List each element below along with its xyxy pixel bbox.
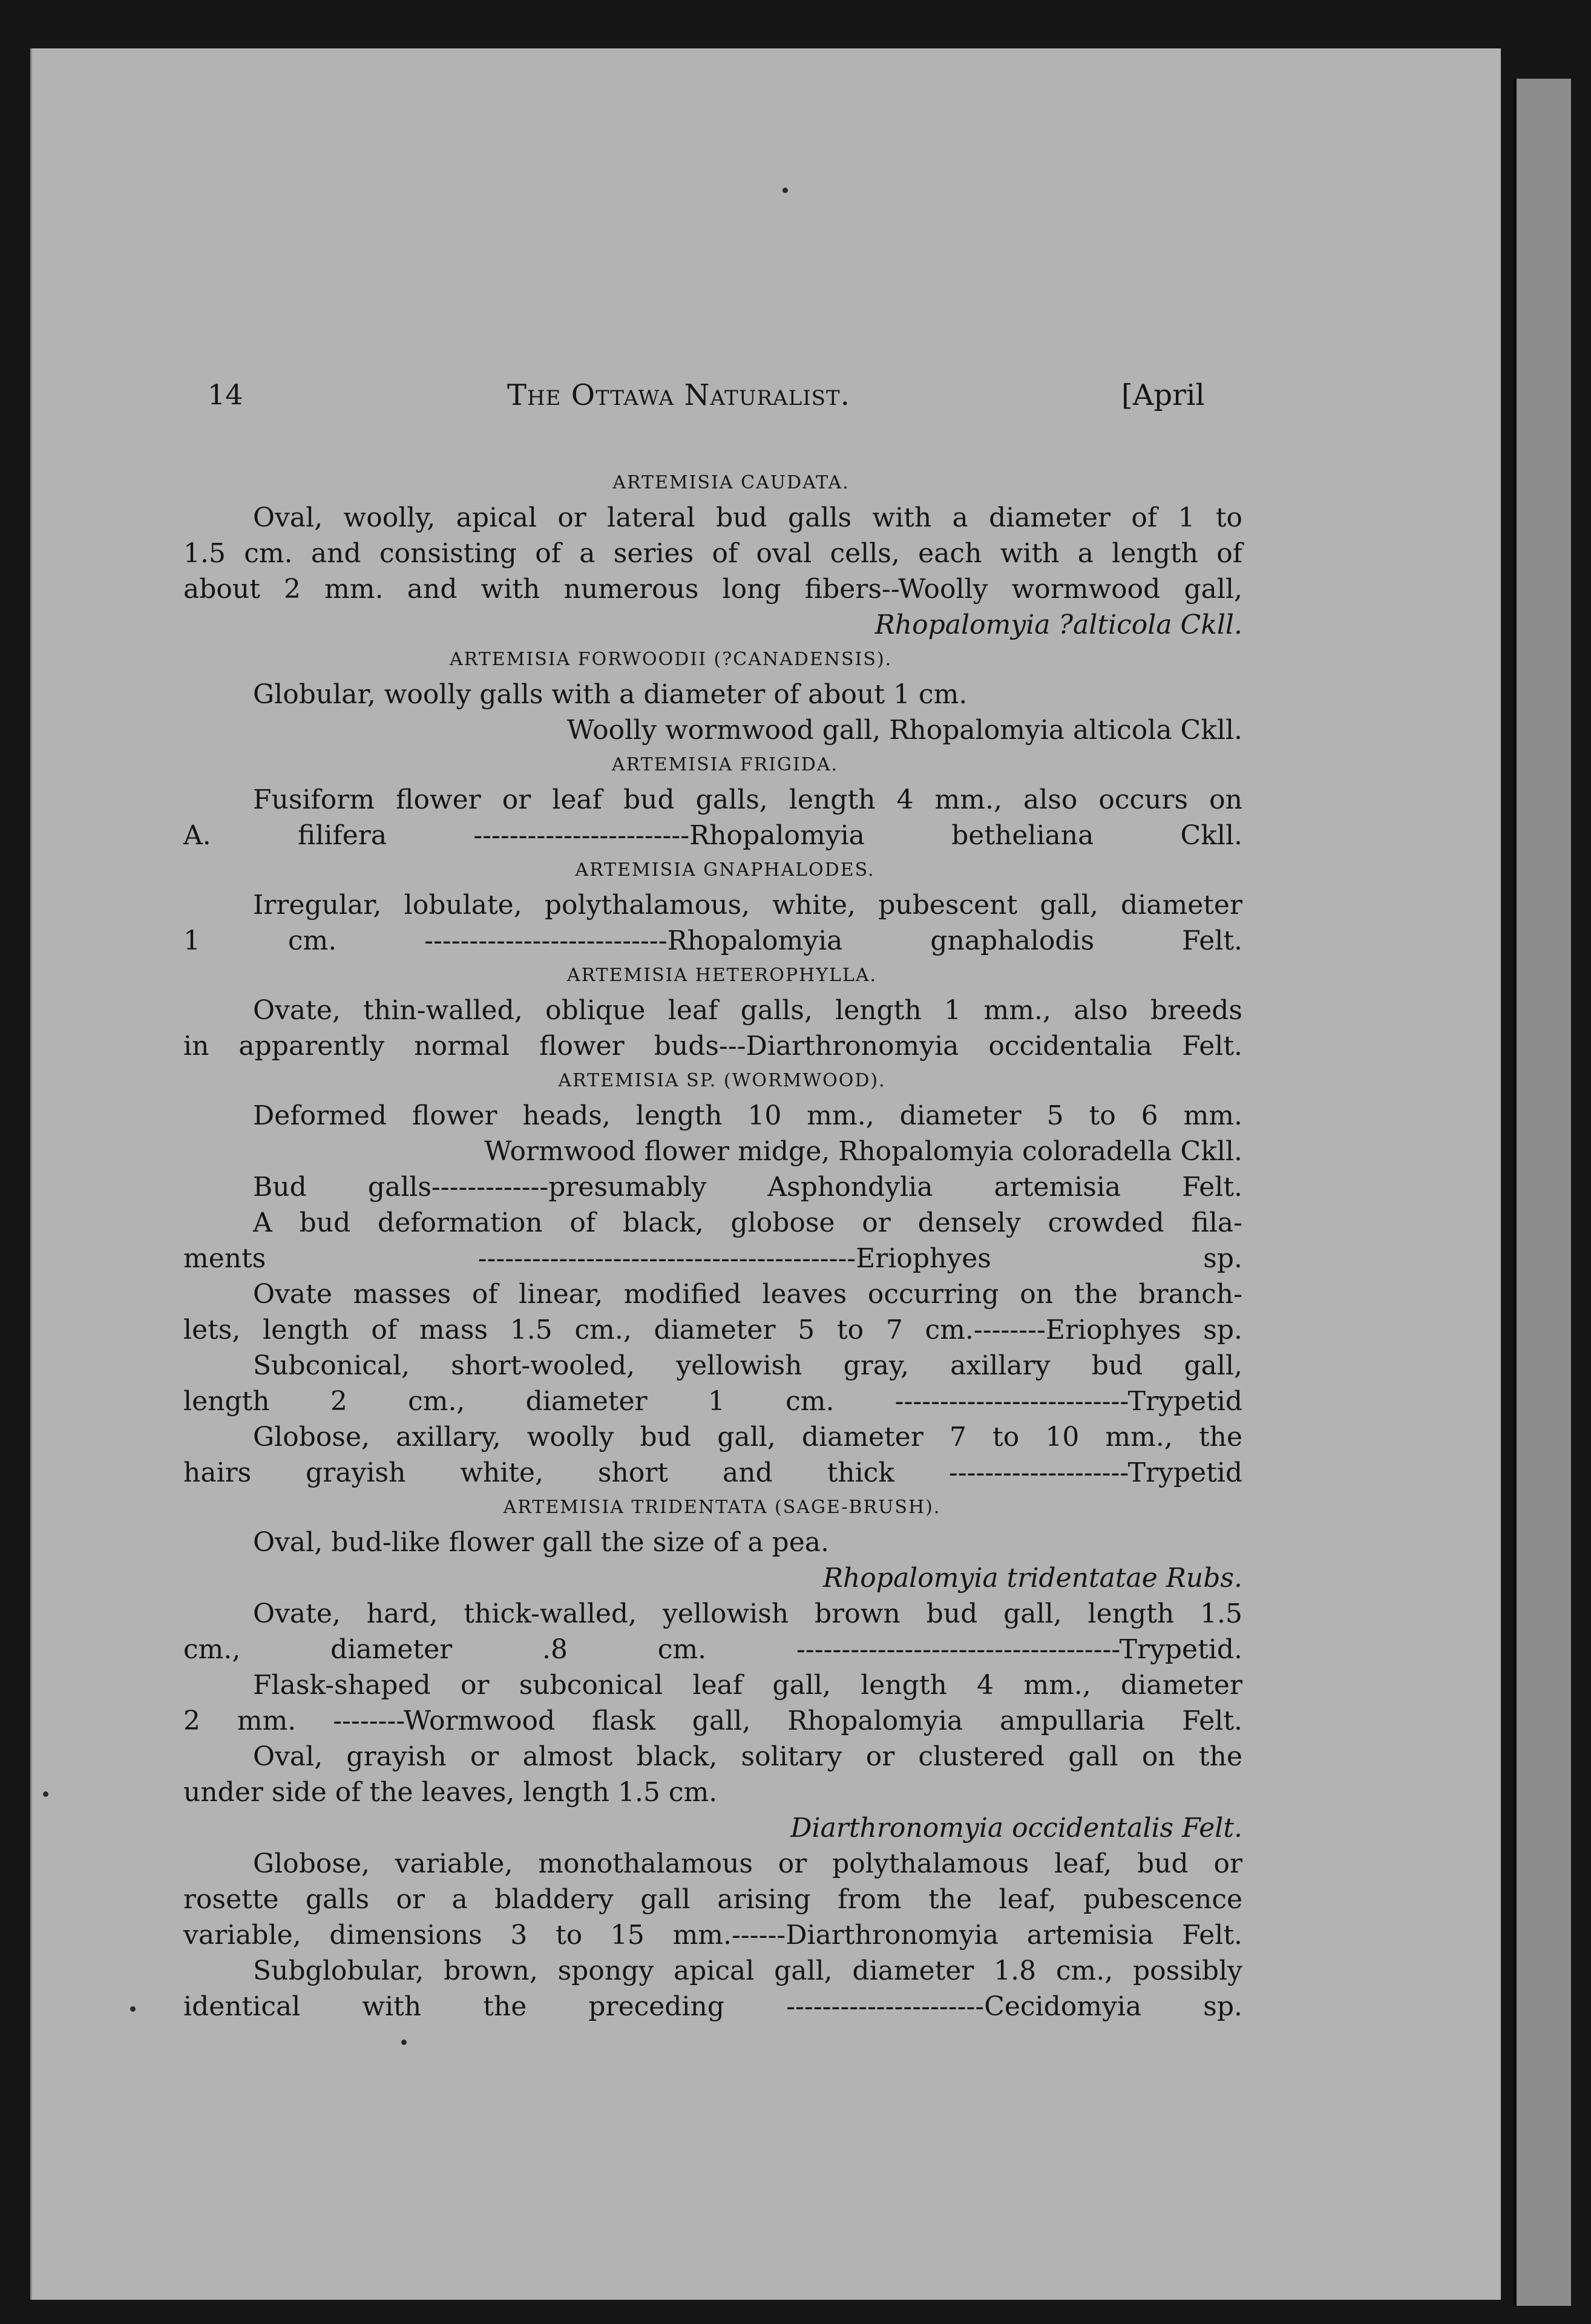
text-line: Deformed flower heads, length 10 mm., diameter 5 to 6 mm.: [253, 1100, 1242, 1131]
text-line: Woolly wormwood gall, Rhopalomyia alticola Ckll.: [566, 715, 1242, 746]
section-heading: ARTEMISIA FORWOODII (?CANADENSIS).: [450, 649, 893, 670]
text-line: Globose, variable, monothalamous or polythalamous leaf, bud or: [253, 1848, 1242, 1879]
text-line: lets, length of mass 1.5 cm., diameter 5 to 7 cm.--------Eriophyes sp.: [183, 1315, 1242, 1345]
text-line: Bud galls-------------presumably Asphondylia artemisia Felt.: [253, 1172, 1242, 1203]
text-line: Rhopalomyia tridentatae Rubs.: [822, 1563, 1242, 1594]
text-line: identical with the preceding ----------------------Cecidomyia sp.: [183, 1991, 1242, 2022]
text-line: Globose, axillary, woolly bud gall, diameter 7 to 10 mm., the: [253, 1422, 1242, 1452]
text-line: 1.5 cm. and consisting of a series of oval cells, each with a length of: [183, 538, 1242, 569]
scan-speck: [43, 1791, 48, 1797]
text-line: in apparently normal flower buds---Diarthronomyia occidentalia Felt.: [183, 1031, 1242, 1062]
adjacent-page-edge: [1513, 79, 1571, 2306]
text-line: Ovate masses of linear, modified leaves occurring on the branch-: [253, 1279, 1242, 1310]
book-page: [30, 48, 1501, 2300]
text-line: 2 mm. --------Wormwood flask gall, Rhopalomyia ampullaria Felt.: [183, 1705, 1242, 1736]
text-line: Ovate, hard, thick-walled, yellowish brown bud gall, length 1.5: [253, 1598, 1242, 1629]
text-line: ments ------------------------------------------Eriophyes sp.: [183, 1243, 1242, 1274]
running-title: The Ottawa Naturalist.: [507, 378, 850, 412]
text-line: hairs grayish white, short and thick --------------------Trypetid: [183, 1457, 1242, 1488]
text-line: rosette galls or a bladdery gall arising from the leaf, pubescence: [183, 1884, 1242, 1915]
text-line: under side of the leaves, length 1.5 cm.: [183, 1777, 718, 1808]
text-line: Globular, woolly galls with a diameter of about 1 cm.: [253, 679, 968, 710]
section-heading: ARTEMISIA HETEROPHYLLA.: [566, 965, 878, 986]
text-line: variable, dimensions 3 to 15 mm.------Diarthronomyia artemisia Felt.: [183, 1920, 1242, 1951]
text-line: Subconical, short-wooled, yellowish gray, axillary bud gall,: [253, 1350, 1242, 1381]
text-line: Fusiform flower or leaf bud galls, length 4 mm., also occurs on: [253, 784, 1242, 815]
text-line: Oval, woolly, apical or lateral bud galls with a diameter of 1 to: [253, 502, 1242, 533]
text-line: Rhopalomyia ?alticola Ckll.: [874, 609, 1242, 640]
text-line: A bud deformation of black, globose or densely crowded fila-: [253, 1207, 1242, 1238]
text-line: A. filifera ------------------------Rhopalomyia betheliana Ckll.: [183, 820, 1242, 851]
running-month: [April: [1121, 378, 1205, 412]
text-line: Irregular, lobulate, polythalamous, white, pubescent gall, diameter: [253, 890, 1242, 921]
text-line: length 2 cm., diameter 1 cm. --------------------------Trypetid: [183, 1386, 1242, 1417]
text-line: Oval, grayish or almost black, solitary or clustered gall on the: [253, 1741, 1242, 1772]
text-line: Wormwood flower midge, Rhopalomyia coloradella Ckll.: [484, 1136, 1242, 1167]
section-heading: ARTEMISIA SP. (WORMWOOD).: [558, 1070, 886, 1091]
page-body: [183, 466, 1242, 2024]
section-heading: ARTEMISIA FRIGIDA.: [611, 754, 839, 775]
text-line: Subglobular, brown, spongy apical gall, diameter 1.8 cm., possibly: [253, 1955, 1242, 1986]
section-heading: ARTEMISIA CAUDATA.: [612, 472, 850, 493]
text-line: cm., diameter .8 cm. ------------------------------------Trypetid.: [183, 1634, 1242, 1665]
text-line: Diarthronomyia occidentalis Felt.: [790, 1813, 1242, 1843]
text-line: Ovate, thin-walled, oblique leaf galls, length 1 mm., also breeds: [253, 995, 1242, 1026]
scan-speck: [782, 188, 788, 193]
scan-speck: [130, 2006, 136, 2012]
section-heading: ARTEMISIA GNAPHALODES.: [575, 859, 875, 881]
page-number: 14: [208, 378, 243, 411]
scan-speck: [401, 2040, 407, 2045]
text-line: 1 cm. ---------------------------Rhopalomyia gnaphalodis Felt.: [183, 925, 1242, 956]
section-heading: ARTEMISIA TRIDENTATA (SAGE-BRUSH).: [503, 1497, 941, 1518]
text-line: about 2 mm. and with numerous long fibers--Woolly wormwood gall,: [183, 574, 1242, 605]
text-line: Oval, bud-like flower gall the size of a pea.: [253, 1527, 829, 1558]
text-line: Flask-shaped or subconical leaf gall, length 4 mm., diameter: [253, 1670, 1242, 1701]
